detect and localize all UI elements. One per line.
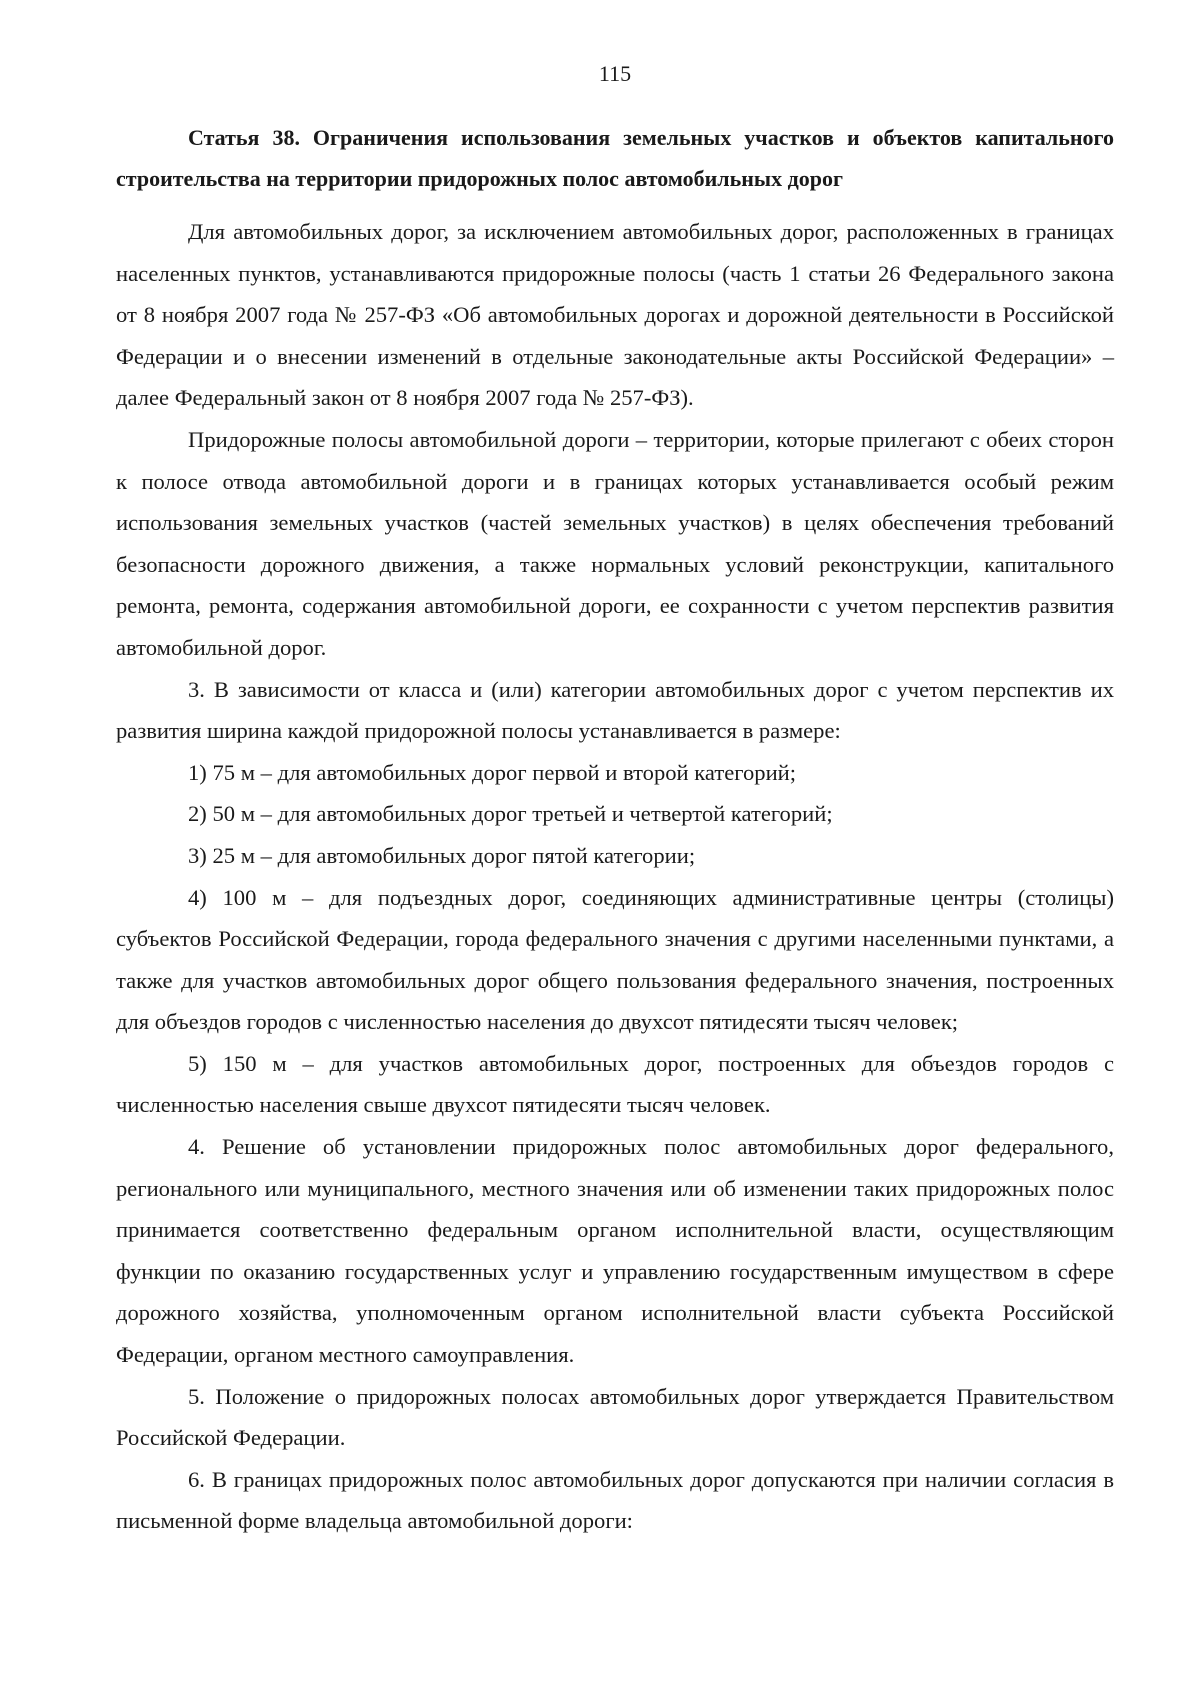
list-item-width-25m: 3) 25 м – для автомобильных дорог пятой категории; <box>188 842 696 868</box>
paragraph-roadside-strips-intro: Для автомобильных дорог, за исключением автомобильных дорог, расположенных в границах населенных пунктов, устанавливаются придорожные полосы (часть 1 статьи 26 Федерального закона от 8 ноября 2007 года № 257-ФЗ «Об автомобильных дорогах и дорожной деятельности в Российской Федерации и о внесении изменений в отдельные законодательные акты Российской Федерации» – далее Федеральный закон от 8 ноября 2007 года № 257-ФЗ). <box>116 219 1114 411</box>
page-number: 115 <box>598 61 632 86</box>
article-title: Статья 38. Ограничения использования земельных участков и объектов капитального строительства на территории придорожных полос автомобильных дорог <box>116 125 1114 191</box>
paragraph-permitted-with-consent: 6. В границах придорожных полос автомобильных дорог допускаются при наличии согласия в письменной форме владельца автомобильной дороги: <box>116 1466 1114 1534</box>
list-item-width-150m: 5) 150 м – для участков автомобильных дорог, построенных для объездов городов с численностью населения свыше двухсот пятидесяти тысяч человек. <box>116 1050 1114 1118</box>
list-item-width-75m: 1) 75 м – для автомобильных дорог первой и второй категорий; <box>188 759 797 785</box>
paragraph-strip-width-rule: 3. В зависимости от класса и (или) категории автомобильных дорог с учетом перспектив их развития ширина каждой придорожной полосы устанавливается в размере: <box>116 676 1114 744</box>
paragraph-roadside-strips-definition: Придорожные полосы автомобильной дороги – территории, которые прилегают с обеих сторон к полосе отвода автомобильной дороги и в границах которых устанавливается особый режим использования земельных участков (частей земельных участков) в целях обеспечения требований безопасности дорожного движения, а также нормальных условий реконструкции, капитального ремонта, ремонта, содержания автомобильной дороги, ее сохранности с учетом перспектив развития автомобильной дорог. <box>116 426 1114 660</box>
paragraph-decision-authority: 4. Решение об установлении придорожных полос автомобильных дорог федерального, регионального или муниципального, местного значения или об изменении таких придорожных полос принимается соответственно федеральным органом исполнительной власти, осуществляющим функции по оказанию государственных услуг и управлению государственным имуществом в сфере дорожного хозяйства, уполномоченным органом исполнительной власти субъекта Российской Федерации, органом местного самоуправления. <box>116 1134 1114 1368</box>
article-body <box>116 211 1114 1542</box>
list-item-width-50m: 2) 50 м – для автомобильных дорог третьей и четвертой категорий; <box>188 801 833 827</box>
paragraph-regulation-approval: 5. Положение о придорожных полосах автомобильных дорог утверждается Правительством Российской Федерации. <box>116 1383 1114 1451</box>
list-item-width-100m: 4) 100 м – для подъездных дорог, соединяющих административные центры (столицы) субъектов Российской Федерации, города федерального значения с другими населенными пунктами, а также для участков автомобильных дорог общего пользования федерального значения, построенных для объездов городов с численностью населения до двухсот пятидесяти тысяч человек; <box>116 884 1114 1035</box>
